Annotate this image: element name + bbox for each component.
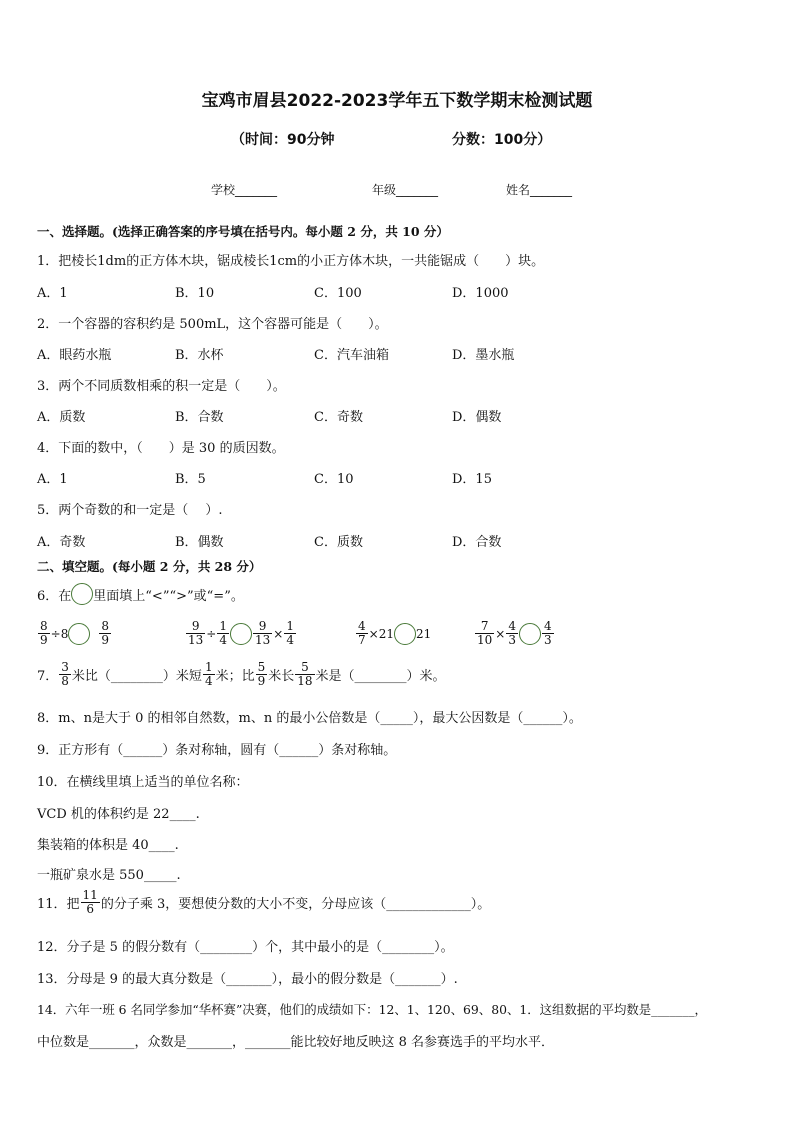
q2-option-c: C．汽车油箱 (314, 348, 389, 363)
fraction: $\frac{4}{3}$ (543, 619, 552, 647)
operator: ×21 (368, 626, 394, 641)
q7-text: 米是（________）米。 (315, 669, 446, 684)
exam-score: 分数：100分） (452, 132, 552, 148)
question-13: 13．分母是 9 的最大真分数是（_______），最小的假分数是（_______）. (37, 972, 458, 987)
q6-expression-4 (474, 620, 555, 647)
operator: ÷8 (50, 626, 69, 641)
q6-suffix: 里面填上“<”“>”或“=”。 (93, 588, 244, 604)
question-4: 4．下面的数中，（ ）是 30 的质因数。 (37, 441, 285, 456)
fraction: $\frac{1}{4}$ (286, 619, 294, 647)
operator: × (495, 626, 506, 641)
fraction: $\frac{11}{6}$ (82, 888, 98, 916)
q5-option-b: B．偶数 (175, 535, 224, 550)
fraction: $\frac{3}{8}$ (61, 660, 69, 688)
operator: ÷ (206, 626, 217, 641)
question-14-line-1: 14．六年一班 6 名同学参加“华杯赛”决赛，他们的成绩如下：12、1、120、69、80、1．这组数据的平均数是_______， (37, 1002, 707, 1017)
q3-option-d: D．偶数 (452, 410, 502, 425)
q2-option-d: D．墨水瓶 (452, 348, 515, 363)
grade-field: 年级_______ (372, 183, 439, 197)
question-3: 3．两个不同质数相乘的积一定是（ ）。 (37, 379, 286, 394)
q3-option-a: A．质数 (37, 410, 86, 425)
name-field: 姓名_______ (506, 183, 573, 197)
question-8: 8．m、n是大于 0 的相邻自然数，m、n 的最小公倍数是（_____），最大公因数是（______）。 (37, 711, 582, 726)
fraction: $\frac{4}{3}$ (508, 619, 516, 647)
section-2-title: 二、填空题。(每小题 2 分，共 28 分） (37, 559, 262, 574)
q6-prefix: 6．在 (37, 588, 72, 604)
fraction: $\frac{8}{9}$ (101, 619, 109, 647)
question-10c: 一瓶矿泉水是 550_____. (37, 868, 181, 883)
q1-option-d: D．1000 (452, 286, 509, 301)
fraction: $\frac{9}{13}$ (188, 619, 204, 647)
q3-option-b: B．合数 (175, 410, 224, 425)
q1-option-c: C．100 (314, 286, 362, 301)
q6-expression-2 (185, 620, 297, 647)
fraction: $\frac{8}{9}$ (40, 619, 48, 647)
fraction: $\frac{1}{4}$ (204, 660, 213, 688)
q7-text: 米；比 (215, 669, 255, 684)
question-6 (37, 583, 244, 605)
q11-text: 的分子乘 3，要想使分数的大小不变，分母应该（_____________）。 (100, 897, 491, 912)
q1-option-a: A．1 (37, 286, 68, 301)
question-7 (37, 661, 446, 688)
question-10a: VCD 机的体积约是 22____. (37, 807, 200, 822)
q1-option-b: B．10 (175, 286, 215, 301)
fraction: $\frac{5}{18}$ (297, 660, 313, 688)
operand: 21 (415, 626, 432, 641)
q11-text: 11．把 (37, 897, 80, 912)
q4-option-b: B．5 (175, 472, 206, 487)
answer-circle[interactable] (519, 623, 541, 645)
q3-option-c: C．奇数 (314, 410, 363, 425)
fraction: $\frac{9}{13}$ (254, 619, 271, 647)
question-11 (37, 889, 490, 916)
section-1-title: 一、选择题。(选择正确答案的序号填在括号内。每小题 2 分，共 10 分） (37, 224, 449, 239)
answer-circle[interactable] (68, 623, 90, 645)
answer-circle[interactable] (230, 623, 252, 645)
q7-text: 7． (37, 669, 59, 684)
question-2: 2．一个容器的容积约是 500mL，这个容器可能是（ ）。 (37, 317, 388, 332)
q5-option-a: A．奇数 (37, 535, 86, 550)
q6-expression-1 (37, 620, 112, 647)
q4-option-d: D．15 (452, 472, 492, 487)
exam-time: （时间：90分钟 (231, 132, 335, 148)
fraction: $\frac{5}{9}$ (257, 660, 266, 688)
question-5: 5．两个奇数的和一定是（ ）. (37, 503, 223, 518)
q4-option-c: C．10 (314, 472, 354, 487)
fraction: $\frac{1}{4}$ (219, 619, 227, 647)
question-9: 9．正方形有（______）条对称轴，圆有（______）条对称轴。 (37, 743, 397, 758)
answer-circle[interactable] (394, 623, 416, 645)
page-title: 宝鸡市眉县2022-2023学年五下数学期末检测试题 (201, 91, 593, 111)
question-10: 10．在横线里填上适当的单位名称： (37, 775, 249, 790)
question-14-line-2: 中位数是_______，众数是_______，_______能比较好地反映这 8 名参赛选手的平均水平． (37, 1035, 555, 1050)
fraction: $\frac{7}{10}$ (477, 619, 493, 647)
q2-option-b: B．水杯 (175, 348, 224, 363)
question-1: 1．把棱长1dm的正方体木块，锯成棱长1cm的小正方体木块，一共能锯成（ ）块。 (37, 254, 545, 269)
q4-option-a: A．1 (37, 472, 68, 487)
q6-expression-3 (355, 620, 431, 647)
q7-text: 米比（________）米短 (71, 669, 202, 684)
question-10b: 集装箱的体积是 40____. (37, 838, 179, 853)
question-12: 12．分子是 5 的假分数有（________）个，其中最小的是（________）。 (37, 940, 454, 955)
school-field: 学校_______ (211, 183, 278, 197)
q5-option-c: C．质数 (314, 535, 363, 550)
q2-option-a: A．眼药水瓶 (37, 348, 112, 363)
answer-circle[interactable] (71, 583, 93, 605)
operator: × (273, 626, 284, 641)
q5-option-d: D．合数 (452, 535, 502, 550)
q7-text: 米长 (268, 669, 295, 684)
fraction: $\frac{4}{7}$ (358, 619, 366, 647)
